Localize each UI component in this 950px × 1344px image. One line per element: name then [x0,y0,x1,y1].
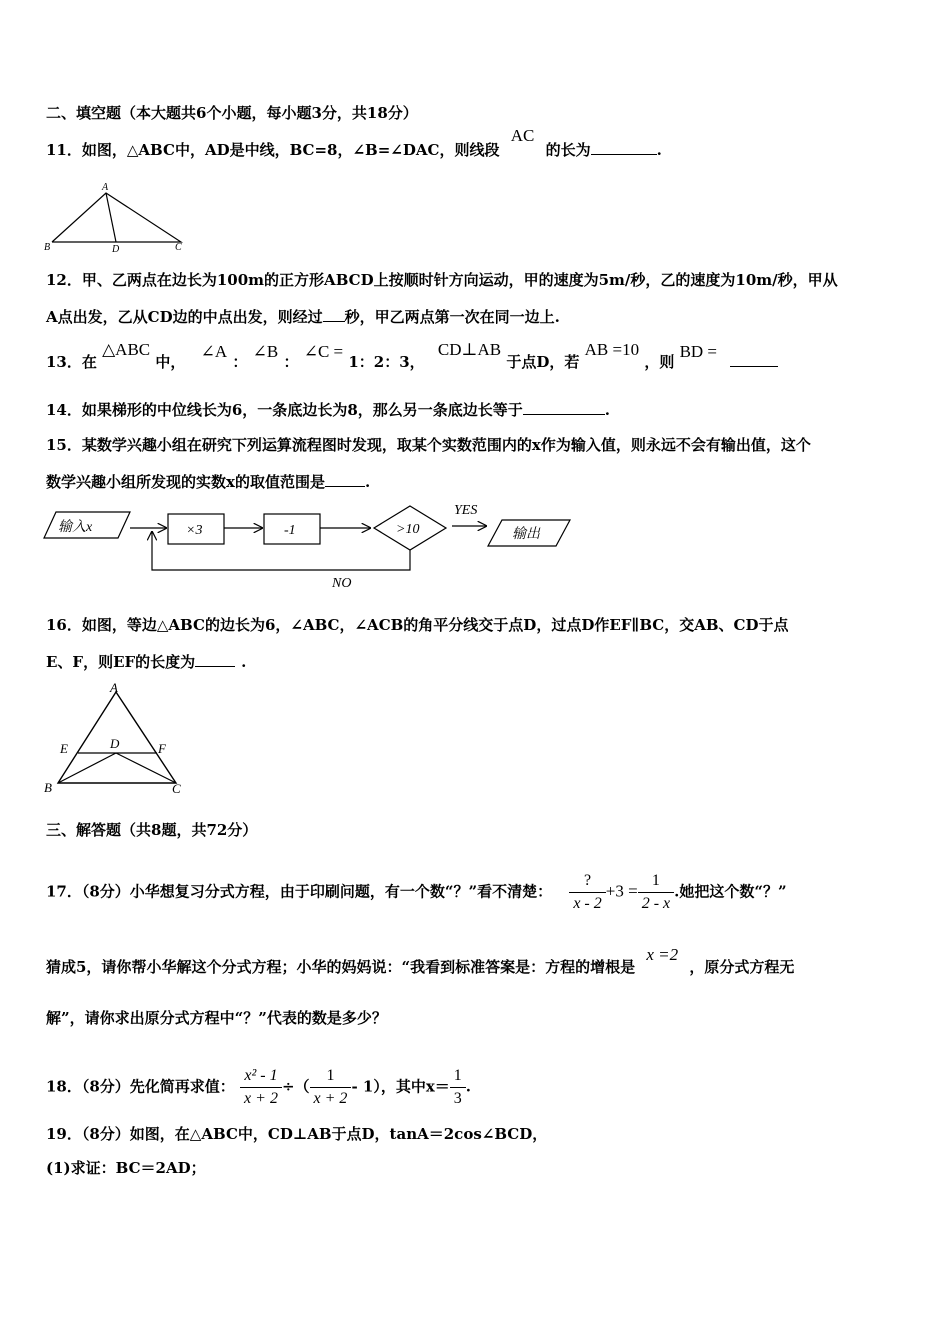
question-12-line-2 [46,307,560,327]
q17-fraction-1 [569,870,605,915]
q11-triangle-figure [44,180,194,255]
q13-angle-c: ∠C = [303,342,344,361]
question-17-line-1 [46,870,787,915]
flow-subtract-label: -1 [284,523,296,538]
q13-answer-blank[interactable] [730,366,778,367]
q11-label-a: A [102,182,109,193]
q17-frac2-numerator: 1 [638,870,674,893]
q18-minus-one: - 1），其中x＝ [351,1077,450,1096]
q13-triangle: △ABC [102,340,151,359]
q15-text: 数学兴趣小组所发现的实数x的取值范围是 [46,473,325,491]
q13-perpendicular: CD⊥AB [437,340,502,359]
question-12-line-1: 12．甲、乙两点在边长为100m的正方形ABCD上按顺时针方向运动，甲的速度为5m/秒，乙的速度为10m/秒，甲从 [46,271,838,289]
q15-flowchart [44,498,584,593]
q18-frac3-numerator: 1 [450,1065,466,1088]
q18-period: . [465,1077,472,1096]
q18-fraction-1 [240,1065,282,1110]
q14-text: 14．如果梯形的中位线长为6，一条底边长为8，那么另一条底边长等于 [46,401,523,419]
question-19-line-2: (1)求证：BC＝2AD； [46,1159,206,1177]
q13-angle-b: ∠B [252,342,279,361]
question-18 [46,1065,471,1110]
q16-label-b: B [44,780,52,795]
q11-label-d: D [112,244,120,255]
q15-period: . [364,473,371,491]
q16-period: . [241,653,247,671]
q13-zhong: 中， [155,353,186,371]
q17-frac1-numerator: ? [569,870,605,893]
q13-ab-value: AB =10 [584,340,640,359]
q16-answer-blank[interactable] [195,666,235,667]
q18-frac2-denominator: x + 2 [313,1090,348,1107]
q11-tail: 的长为 [545,141,591,159]
q16-label-c: C [172,781,181,796]
q11-answer-blank[interactable] [591,154,657,155]
q18-frac1-numerator: x² - 1 [240,1065,282,1088]
q11-text: 11．如图，△ABC中，AD是中线，BC=8，∠B=∠DAC，则线段 [46,141,500,159]
section-3-heading: 三、解答题（共8题，共72分） [46,821,258,839]
question-14 [46,400,610,420]
q17-text-2a: 猜成5，请你帮小华解这个分式方程；小华的妈妈说：“我看到标准答案是：方程的增根是 [46,958,636,976]
q12-text-b: 秒，甲乙两点第一次在同一边上. [344,308,560,326]
q14-answer-blank[interactable] [523,414,605,415]
flow-output-label: 输出 [512,527,540,542]
question-15-line-1: 15．某数学兴趣小组在研究下列运算流程图时发现，取某个实数范围内的x作为输入值，则永远不会有输出值，这个 [46,436,811,454]
q17-text: 17．（8分）小华想复习分式方程，由于印刷问题，有一个数“？”看不清楚： [46,882,553,901]
q17-root: x =2 [646,945,679,964]
q17-tail: .她把这个数“？” [674,882,787,901]
question-16-line-1: 16．如图，等边△ABC的边长为6，∠ABC，∠ACB的角平分线交于点D，过点D作EF∥BC，交AB、CD于点 [46,616,789,634]
question-13 [46,340,778,372]
q13-ze: ，则 [644,353,675,371]
q11-label-b: B [44,242,51,253]
question-15-line-2 [46,472,370,492]
q11-label-c: C [175,242,182,253]
question-11 [46,126,662,160]
q18-text: 18．（8分）先化简再求值： [46,1077,235,1096]
q13-foot: 于点D，若 [506,353,580,371]
q18-fraction-2 [310,1065,352,1110]
q18-fraction-3 [450,1065,466,1110]
q16-text: E、F，则EF的长度为 [46,653,196,671]
q12-answer-blank[interactable] [323,321,345,322]
flow-yes-label: YES [454,503,478,518]
q12-text-a: A点出发，乙从CD边的中点出发，则经过 [46,308,323,326]
q18-frac3-denominator: 3 [453,1090,462,1107]
section-2-heading: 二、填空题（本大题共6个小题，每小题3分，共18分） [46,104,418,122]
q17-fraction-2 [638,870,674,915]
question-19-line-1: 19．（8分）如图，在△ABC中，CD⊥AB于点D，tanA＝2cos∠BCD， [46,1125,548,1143]
question-16-line-2 [46,652,246,672]
q13-ratio: 1：2：3， [348,353,425,371]
q15-answer-blank[interactable] [325,486,365,487]
q16-label-f: F [158,741,166,756]
q16-label-e: E [60,741,68,756]
flow-no-label: NO [332,576,352,591]
q13-colon-1: ： [232,353,248,371]
q17-frac2-denominator: 2 - x [641,895,671,912]
q18-divide: ÷（ [281,1077,310,1096]
q11-period: . [656,141,662,159]
q11-segment: AC [510,126,535,145]
q16-label-a: A [110,680,118,695]
flow-multiply-label: ×3 [186,523,203,538]
q14-period: . [604,401,610,419]
q17-frac1-denominator: x - 2 [573,895,602,912]
q18-frac2-numerator: 1 [310,1065,352,1088]
flow-input-label: 输入x [58,520,93,535]
q13-bd: BD = [679,342,718,361]
q16-label-d: D [110,736,120,751]
q17-text-2b: ，原分式方程无 [689,958,795,976]
q13-angle-a: ∠A [200,342,228,361]
flow-condition-label: >10 [396,522,420,537]
question-17-line-2 [46,945,795,977]
q16-triangle-figure [44,682,189,797]
q13-colon-2: ： [283,353,299,371]
q18-frac1-denominator: x + 2 [244,1090,278,1107]
q17-plus-three: +3 = [605,881,638,901]
q13-prefix: 13．在 [46,353,97,371]
question-17-line-3: 解”，请你求出原分式方程中“？”代表的数是多少？ [46,1009,387,1027]
